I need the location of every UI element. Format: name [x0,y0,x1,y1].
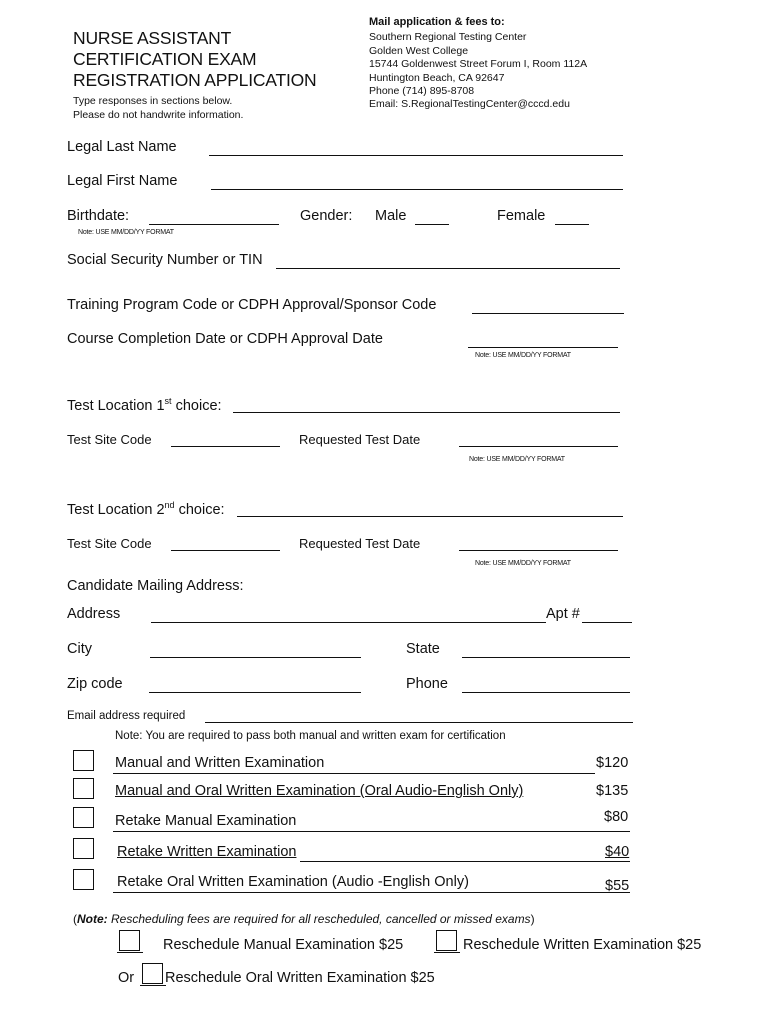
fee-label-4: Retake Written Examination [117,844,297,860]
mail-line-6: Email: S.RegionalTestingCenter@cccd.edu [369,98,570,111]
form-instructions [73,94,243,122]
completion-date-field[interactable] [468,347,618,348]
mail-line-1: Southern Regional Testing Center [369,31,527,44]
training-code-field[interactable] [472,313,624,314]
reschedule-oral-underline [140,985,166,986]
city-field[interactable] [150,657,361,658]
reschedule-note: (Note: Rescheduling fees are required for all rescheduled, cancelled or missed exams) [73,912,535,926]
test-location-1-suffix: st [164,396,172,406]
last-name-label: Legal Last Name [67,139,177,155]
requested-date-2-field[interactable] [459,550,618,551]
test-location-2-field[interactable] [237,516,623,517]
site-code-1-field[interactable] [171,446,280,447]
male-label: Male [375,208,407,224]
mail-line-2: Golden West College [369,44,469,57]
site-code-2-field[interactable] [171,550,280,551]
fee-label-3: Retake Manual Examination [115,813,297,829]
fee-price-5: $55 [605,878,630,894]
fee-checkbox-4[interactable] [73,838,94,859]
zip-label: Zip code [67,676,123,692]
phone-label: Phone [406,676,448,692]
phone-field[interactable] [462,692,630,693]
reschedule-written-label: Reschedule Written Examination $25 [463,937,702,953]
fee-price-1: $120 [596,755,629,771]
exam-requirement-note: Note: You are required to pass both manual and written exam for certification [115,730,506,742]
requested-date-1-label: Requested Test Date [299,432,421,447]
mail-heading: Mail application & fees to: [369,16,505,28]
fee-checkbox-1[interactable] [73,750,94,771]
birthdate-field[interactable] [149,224,279,225]
fee-price-2: $135 [596,783,629,799]
birthdate-note: Note: USE MM/DD/YY FORMAT [78,229,174,236]
test-location-1-choice: choice: [171,397,222,414]
test-location-2-choice: choice: [174,501,225,518]
state-field[interactable] [462,657,630,658]
title-line-1: NURSE ASSISTANT [73,28,232,48]
requested-date-1-field[interactable] [459,446,618,447]
date-note-1: Note: USE MM/DD/YY FORMAT [469,456,565,463]
mailing-heading: Candidate Mailing Address: [67,578,244,594]
fee-label-1: Manual and Written Examination [115,755,325,771]
reschedule-manual-checkbox[interactable] [119,930,140,951]
zip-field[interactable] [149,692,361,693]
fee-underline-5 [113,892,630,893]
mail-to-block [369,16,587,112]
reschedule-note-text: Rescheduling fees are required for all rescheduled, cancelled or missed exams [107,912,531,926]
test-location-1-field[interactable] [233,412,620,413]
ssn-field[interactable] [276,268,620,269]
reschedule-oral-checkbox[interactable] [142,963,163,984]
title-line-2: CERTIFICATION EXAM [73,49,257,69]
instruction-1: Type responses in sections below. [73,95,233,107]
mail-line-5: Phone (714) 895-8708 [369,85,475,98]
reschedule-written-checkbox[interactable] [436,930,457,951]
gender-label: Gender: [300,208,353,224]
requested-date-2-label: Requested Test Date [299,536,421,551]
fee-underline-4 [300,861,630,862]
reschedule-note-prefix: Note: [77,912,108,926]
completion-date-note: Note: USE MM/DD/YY FORMAT [475,352,571,359]
apt-label: Apt # [546,606,580,622]
reschedule-manual-underline [117,952,143,953]
instruction-2: Please do not handwrite information. [73,109,244,121]
last-name-field[interactable] [209,155,623,156]
fee-label-2: Manual and Oral Written Examination (Oral Audio-English Only) [115,783,524,799]
apt-field[interactable] [582,622,632,623]
fee-price-4: $40 [605,844,630,860]
fee-underline-1 [113,773,595,774]
site-code-1-label: Test Site Code [67,432,152,447]
address-field[interactable] [151,622,546,623]
female-label: Female [497,208,546,224]
email-label: Email address required [67,710,186,722]
form-title [73,28,316,91]
first-name-field[interactable] [211,189,623,190]
mail-line-4: Huntington Beach, CA 92647 [369,71,505,84]
fee-label-5: Retake Oral Written Examination (Audio -English Only) [117,874,469,890]
male-field[interactable] [415,224,449,225]
test-location-1-label [67,396,222,414]
reschedule-manual-label: Reschedule Manual Examination $25 [163,937,404,953]
first-name-label: Legal First Name [67,173,178,189]
reschedule-oral-label: Reschedule Oral Written Examination $25 [165,970,435,986]
city-label: City [67,641,92,657]
state-label: State [406,641,440,657]
test-location-2-suffix: nd [164,500,175,510]
completion-date-label: Course Completion Date or CDPH Approval Date [67,331,383,347]
or-label: Or [118,970,135,986]
fee-underline-3 [113,831,630,832]
date-note-2: Note: USE MM/DD/YY FORMAT [475,560,571,567]
test-location-2-text: Test Location 2 [67,501,165,518]
test-location-1-text: Test Location 1 [67,397,165,414]
site-code-2-label: Test Site Code [67,536,152,551]
birthdate-label: Birthdate: [67,208,130,224]
mail-line-3: 15744 Goldenwest Street Forum I, Room 112A [369,58,588,71]
email-field[interactable] [205,722,633,723]
training-code-label: Training Program Code or CDPH Approval/Sponsor Code [67,297,437,313]
ssn-label: Social Security Number or TIN [67,252,263,268]
fee-checkbox-3[interactable] [73,807,94,828]
fee-checkbox-5[interactable] [73,869,94,890]
reschedule-written-underline [434,952,460,953]
address-label: Address [67,606,121,622]
fee-checkbox-2[interactable] [73,778,94,799]
fee-price-3: $80 [604,809,629,825]
title-line-3: REGISTRATION APPLICATION [73,70,317,90]
test-location-2-label [67,500,225,518]
female-field[interactable] [555,224,589,225]
